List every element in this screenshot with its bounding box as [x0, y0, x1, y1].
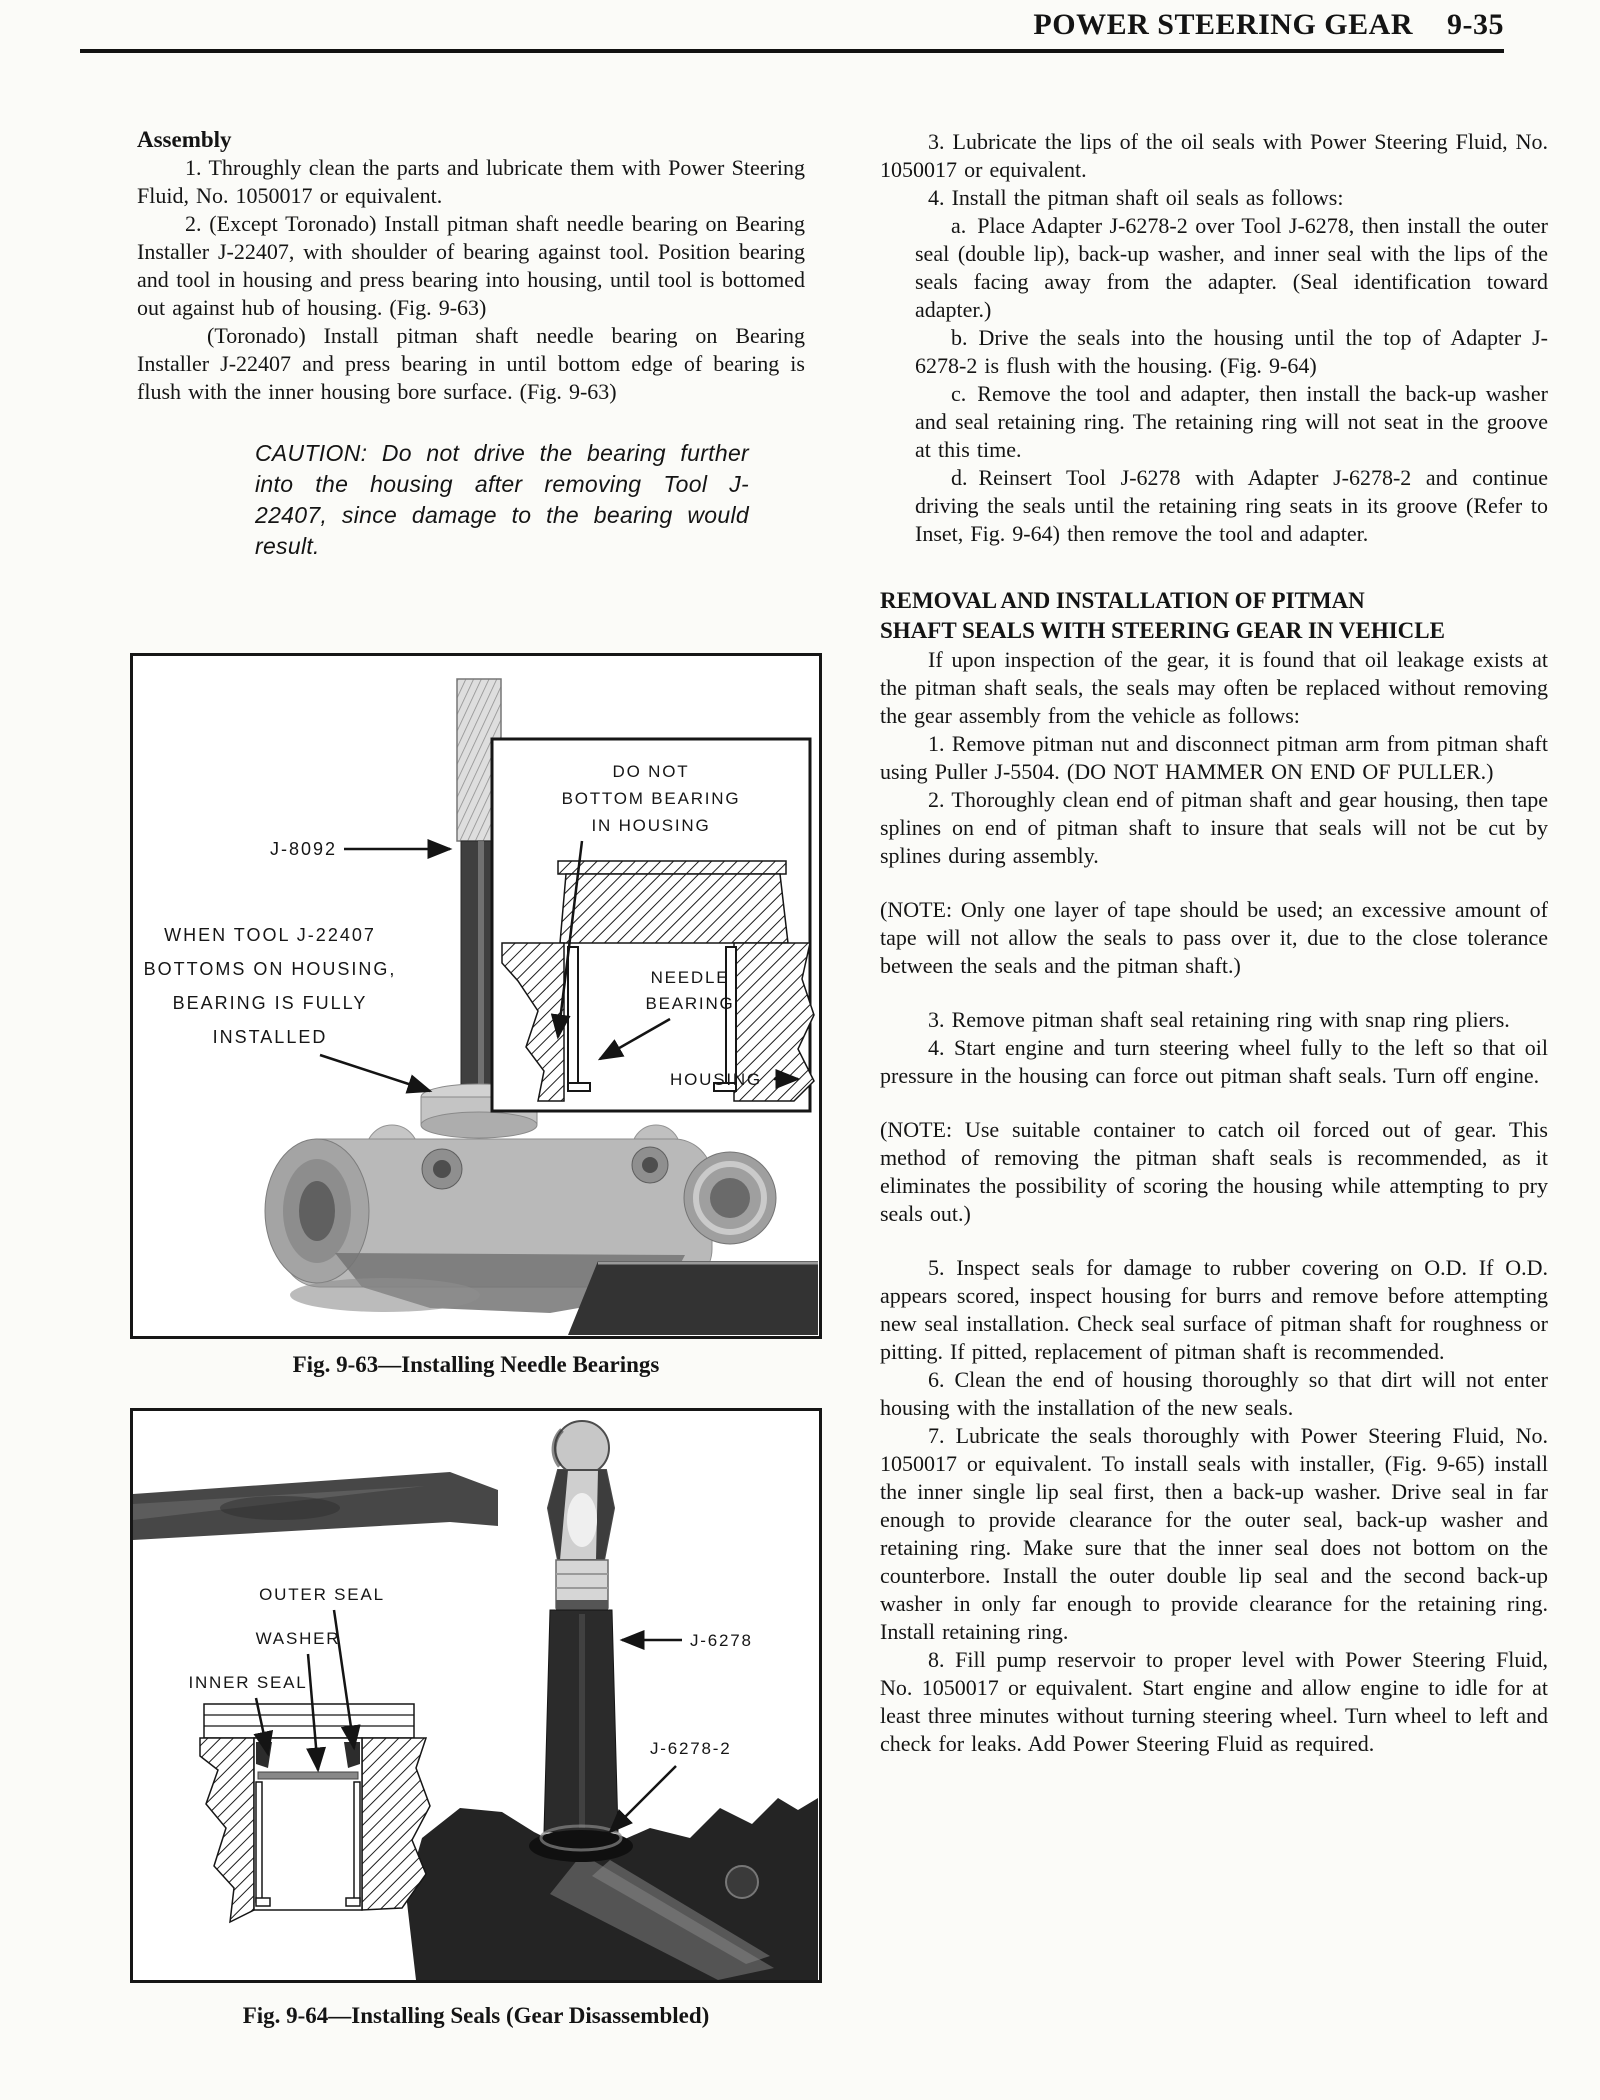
fig963-inset [492, 739, 814, 1111]
left-paragraph-3: (Toronado) Install pitman shaft needle bearing on Bearing Installer J-22407 and press bearing in until bottom edge of bearing is flush with the inner housing bore surface. (Fig. 9-63) [137, 323, 805, 404]
removal-heading-line2: SHAFT SEALS WITH STEERING GEAR IN VEHICLE [880, 618, 1445, 643]
fig963-needle-line1: NEEDLE [650, 968, 730, 987]
fig963-inset-line1: DO NOT [612, 762, 690, 781]
fig964-adapter-label: J-6278-2 [650, 1739, 732, 1758]
right-paragraph-8: 5. Inspect seals for damage to rubber covering on O.D. If O.D. appears scored, inspect housing for burrs and remove before attempting new seal installation. Check seal surface of pitman shaft for roughness or pitting. If pitted, replacement of pitman shaft is recommended. [880, 1255, 1548, 1364]
caution-block: CAUTION: Do not drive the bearing further into the housing after removing Tool J-22407, since damage to the bearing would result. [255, 440, 749, 559]
figure-9-64 [130, 1408, 822, 1983]
assembly-heading: Assembly [137, 127, 232, 152]
left-paragraph-2: 2. (Except Toronado) Install pitman shaft needle bearing on Bearing Installer J-22407, with shoulder of bearing against tool. Position bearing and tool in housing and press bearing into housing, until tool is bottomed out against hub of housing. (Fig. 9-63) [137, 211, 805, 320]
right-paragraph-6: 3. Remove pitman shaft seal retaining ring with snap ring pliers. [928, 1007, 1510, 1032]
figure-9-64-caption: Fig. 9-64—Installing Seals (Gear Disassembled) [242, 2003, 710, 2028]
fig963-needle-line2: BEARING [645, 994, 735, 1013]
figure-9-63-caption: Fig. 9-63—Installing Needle Bearings [292, 1352, 660, 1377]
fig963-note-line2: BOTTOMS ON HOUSING, [143, 959, 397, 979]
fig964-tool-label: J-6278 [690, 1631, 753, 1650]
fig964-washer-label: WASHER [255, 1629, 341, 1648]
fig963-tool-label-text: J-8092 [269, 839, 337, 859]
left-column [137, 126, 805, 562]
substep-d: d. Reinsert Tool J-6278 with Adapter J-6278-2 and continue driving the seals until the retaining ring seats in its groove (Refer to Inset, Fig. 9-64) then remove the tool and adapter. [915, 465, 1548, 546]
header-rule [80, 49, 1504, 53]
note-2: (NOTE: Use suitable container to catch oil forced out of gear. This method of removing the pitman shaft seals is recommended, as it eliminates the possibility of scoring the housing while attempting to pry seals out.) [880, 1117, 1548, 1226]
figure-9-63 [130, 653, 822, 1339]
seal-driver-tool [544, 1610, 618, 1832]
right-paragraph-1: 3. Lubricate the lips of the oil seals with Power Steering Fluid, No. 1050017 or equivalent. [880, 129, 1548, 182]
page-header-title: POWER STEERING GEAR [1033, 8, 1413, 41]
fig963-note-line3: BEARING IS FULLY [172, 993, 368, 1013]
page-header [1033, 8, 1504, 42]
removal-section-heading [880, 586, 1548, 646]
right-paragraph-4: 1. Remove pitman nut and disconnect pitman arm from pitman shaft using Puller J-5504. (DO NOT HAMMER ON END OF PULLER.) [880, 731, 1548, 784]
right-paragraph-9: 6. Clean the end of housing thoroughly so that dirt will not enter housing with the installation of the new seals. [880, 1367, 1548, 1420]
substep-c: c. Remove the tool and adapter, then install the back-up washer and seal retaining ring. The retaining ring will not seat in the groove at this time. [915, 381, 1548, 462]
fig963-inset-line3: IN HOUSING [591, 816, 711, 835]
left-paragraph-1: 1. Throughly clean the parts and lubricate them with Power Steering Fluid, No. 1050017 or equivalent. [137, 155, 805, 208]
right-paragraph-10: 7. Lubricate the seals thoroughly with Power Steering Fluid, No. 1050017 or equivalent. To install seals with installer, (Fig. 9-65) install the inner single lip seal first, then a back-up washer. Drive seal in far enough to provide clearance for the outer seal, back-up washer and retaining ring. Make sure that the inner seal does not bottom on the counterbore. Install the outer double lip seal and the second back-up washer in only far enough to provide clearance for the retaining ring. Install retaining ring. [880, 1423, 1548, 1644]
fig964-inner-seal-label: INNER SEAL [188, 1673, 308, 1692]
fig964-outer-seal-label: OUTER SEAL [259, 1585, 385, 1604]
substep-a: a. Place Adapter J-6278-2 over Tool J-6278, then install the outer seal (double lip), back-up washer, and inner seal with the lips of the seals facing away from the adapter. (Seal identification toward adapter.) [915, 213, 1548, 322]
right-paragraph-7: 4. Start engine and turn steering wheel fully to the left so that oil pressure in the housing can force out pitman shaft seals. Turn off engine. [880, 1035, 1548, 1088]
removal-heading-line1: REMOVAL AND INSTALLATION OF PITMAN [880, 588, 1365, 613]
right-paragraph-5: 2. Thoroughly clean end of pitman shaft and gear housing, then tape splines on end of pitman shaft to insure that seals will not be cut by splines during assembly. [880, 787, 1548, 868]
right-paragraph-3: If upon inspection of the gear, it is found that oil leakage exists at the pitman shaft seals, the seals may often be replaced without removing the gear assembly from the vehicle as follows: [880, 647, 1548, 728]
fig963-note-line1: WHEN TOOL J-22407 [164, 925, 376, 945]
page-number: 9-35 [1447, 8, 1504, 41]
fig963-housing-label: HOUSING [670, 1070, 762, 1089]
substep-b: b. Drive the seals into the housing until the top of Adapter J-6278-2 is flush with the housing. (Fig. 9-64) [915, 325, 1548, 378]
figure-9-63-illustration [130, 653, 822, 1339]
right-paragraph-11: 8. Fill pump reservoir to proper level with Power Steering Fluid, No. 1050017 or equivalent. Start engine and allow engine to idle for at least three minutes without turning steering wheel. Turn wheel to left and check for leaks. Add Power Steering Fluid as required. [880, 1647, 1548, 1756]
figure-9-64-illustration [130, 1408, 822, 1983]
fig963-note-line4: INSTALLED [212, 1027, 328, 1047]
fig963-inset-line2: BOTTOM BEARING [561, 789, 741, 808]
note-1: (NOTE: Only one layer of tape should be used; an excessive amount of tape will not allow the seals to pass over it, due to the close tolerance between the seals and the pitman shaft.) [880, 897, 1548, 978]
right-column [880, 128, 1548, 1758]
right-paragraph-2: 4. Install the pitman shaft oil seals as follows: [928, 185, 1344, 210]
